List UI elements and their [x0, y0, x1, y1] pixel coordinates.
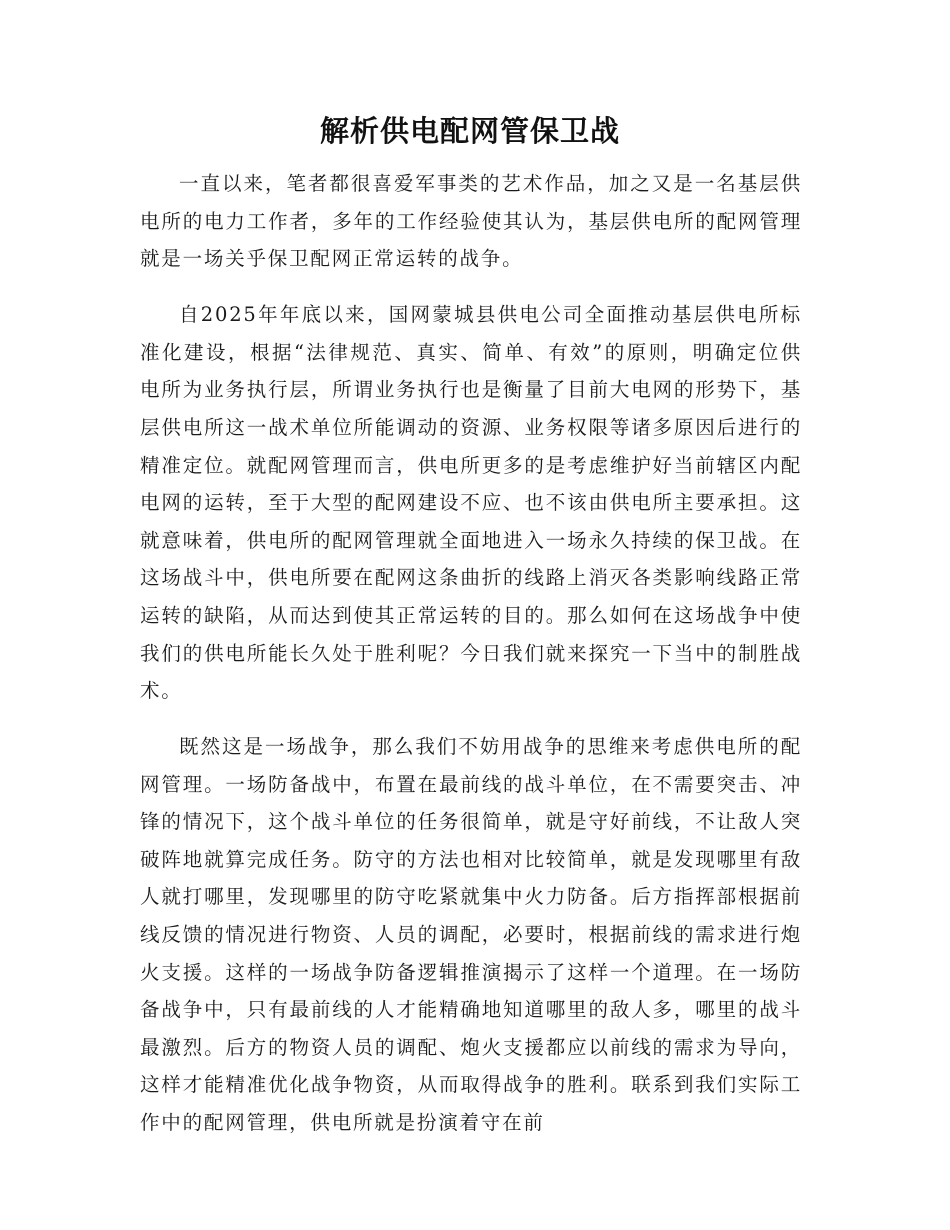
- document-body: [140, 165, 802, 1160]
- document-title: 解析供电配网管保卫战: [319, 114, 620, 148]
- paragraph-1: 一直以来，笔者都很喜爱军事类的艺术作品，加之又是一名基层供电所的电力工作者，多年的工作经验使其认为，基层供电所的配网管理就是一场关乎保卫配网正常运转的战争。: [140, 172, 802, 271]
- paragraph-2: 自2025年年底以来，国网蒙城县供电公司全面推动基层供电所标准化建设，根据“法律规范、真实、简单、有效”的原则，明确定位供电所为业务执行层，所谓业务执行也是衡量了目前大电网的形势下，基层供电所这一战术单位所能调动的资源、业务权限等诸多原因后进行的精准定位。就配网管理而言，供电所更多的是考虑维护好当前辖区内配电网的运转，至于大型的配网建设不应、也不该由供电所主要承担。这就意味着，供电所的配网管理就全面地进入一场永久持续的保卫战。在这场战斗中，供电所要在配网这条曲折的线路上消灭各类影响线路正常运转的缺陷，从而达到使其正常运转的目的。那么如何在这场战争中使我们的供电所能长久处于胜利呢？今日我们就来探究一下当中的制胜战术。: [140, 303, 802, 703]
- paragraph-3: 既然这是一场战争，那么我们不妨用战争的思维来考虑供电所的配网管理。一场防备战中，布置在最前线的战斗单位，在不需要突击、冲锋的情况下，这个战斗单位的任务很简单，就是守好前线，不让敌人突破阵地就算完成任务。防守的方法也相对比较简单，就是发现哪里有敌人就打哪里，发现哪里的防守吃紧就集中火力防备。后方指挥部根据前线反馈的情况进行物资、人员的调配，必要时，根据前线的需求进行炮火支援。这样的一场战争防备逻辑推演揭示了这样一个道理。在一场防备战争中，只有最前线的人才能精确地知道哪里的敌人多，哪里的战斗最激烈。后方的物资人员的调配、炮火支援都应以前线的需求为导向，这样才能精准优化战争物资，从而取得战争的胜利。联系到我们实际工作中的配网管理，供电所就是扮演着守在前: [140, 735, 802, 1135]
